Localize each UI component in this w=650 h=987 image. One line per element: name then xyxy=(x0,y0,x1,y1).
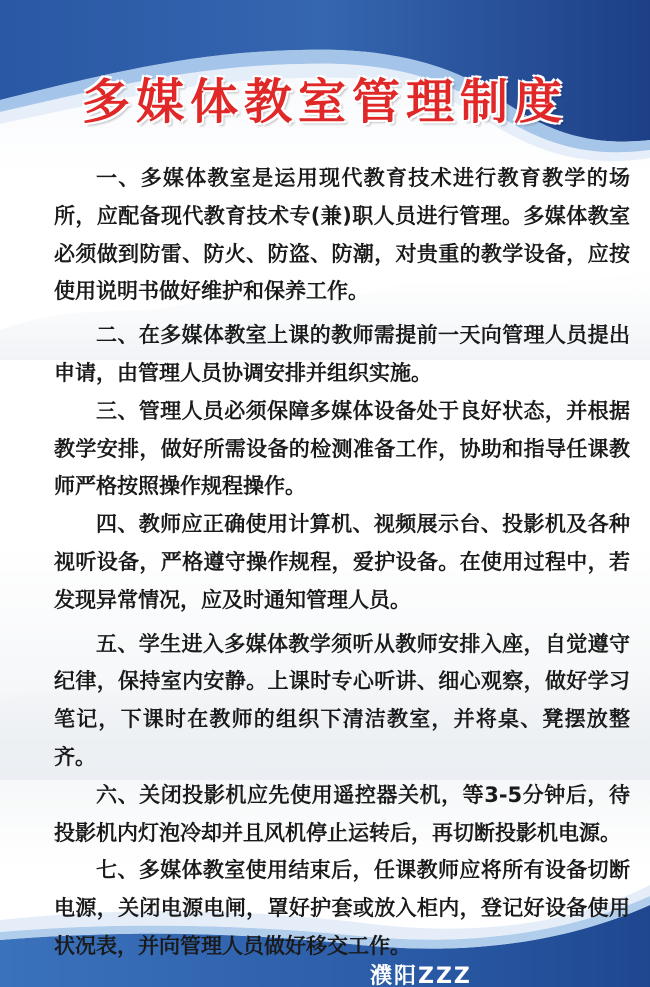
rule-paragraph-2: 二、在多媒体教室上课的教师需提前一天向管理人员提出申请，由管理人员协调安排并组织实施。 xyxy=(54,323,630,385)
rule-paragraph-4: 四、教师应正确使用计算机、视频展示台、投影机及各种视听设备，严格遵守操作规程，爱护设备。在使用过程中，若发现异常情况，应及时通知管理人员。 xyxy=(54,512,630,612)
rule-paragraph-5: 五、学生进入多媒体教学须听从教师安排入座，自觉遵守纪律，保持室内安静。上课时专心听讲、细心观察，做好学习笔记，下课时在教师的组织下清洁教室，并将桌、凳摆放整齐。 xyxy=(54,631,630,769)
rule-paragraph-7: 七、多媒体教室使用结束后，任课教师应将所有设备切断电源，关闭电源电闸，罩好护套或放入柜内，登记好设备使用状况表，并向管理人员做好移交工作。 xyxy=(54,858,630,958)
rule-paragraph-1: 一、多媒体教室是运用现代教育技术进行教育教学的场所，应配备现代教育技术专(兼)职人员进行管理。多媒体教室必须做到防雷、防火、防盗、防潮，对贵重的教学设备，应按使用说明书做好维护和保养工作。 xyxy=(54,166,630,304)
rules-body xyxy=(54,160,630,966)
footer-signature: 濮阳ZZZ xyxy=(370,964,472,987)
page-title: 多媒体教室管理制度 xyxy=(81,74,568,130)
rule-paragraph-6: 六、关闭投影机应先使用遥控器关机，等3-5分钟后，待投影机内灯泡冷却并且风机停止运转后，再切断投影机电源。 xyxy=(54,782,630,845)
rule-paragraph-3: 三、管理人员必须保障多媒体设备处于良好状态，并根据教学安排，做好所需设备的检测准备工作，协助和指导任课教师严格按照操作规程操作。 xyxy=(54,398,630,499)
